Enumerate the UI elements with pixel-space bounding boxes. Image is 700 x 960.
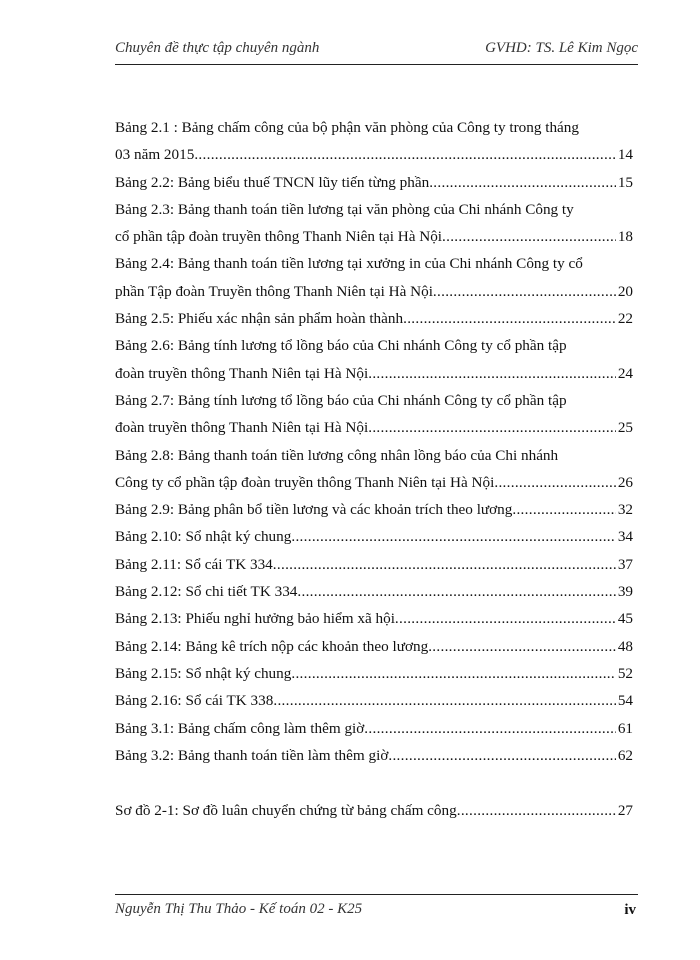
toc-entry-page: 45 (617, 610, 633, 628)
toc-entry[interactable] (115, 523, 633, 550)
dot-leader (429, 169, 616, 196)
toc-entry-leader-line (115, 169, 633, 196)
header-course-title: Chuyên đề thực tập chuyên ngành (115, 40, 320, 56)
toc-entry-title: 03 năm 2015 (115, 146, 195, 164)
toc-entry-title: Bảng 2.15: Sổ nhật ký chung (115, 664, 292, 682)
toc-entry-leader-line (115, 414, 633, 441)
dot-leader (291, 660, 615, 687)
toc-entry-leader-line (115, 141, 633, 168)
toc-entry[interactable] (115, 387, 633, 442)
toc-entry-page: 15 (617, 173, 633, 191)
dot-leader (273, 687, 615, 714)
toc-entry-page: 54 (617, 692, 633, 710)
toc-entry-leader-line (115, 469, 633, 496)
toc-entry-leader-line (115, 523, 633, 550)
toc-entry[interactable] (115, 687, 633, 714)
toc-entry[interactable] (115, 578, 633, 605)
dot-leader (368, 414, 616, 441)
toc-entry-leader-line (115, 633, 633, 660)
toc-entry-title: Bảng 2.14: Bảng kê trích nộp các khoản theo lương (115, 637, 429, 655)
toc-entry-leader-line (115, 305, 633, 332)
toc-entry-title: Bảng 3.1: Bảng chấm công làm thêm giờ (115, 719, 365, 737)
toc-entry-page: 25 (617, 419, 633, 437)
toc-entry[interactable] (115, 169, 633, 196)
toc-entry-leader-line (115, 578, 633, 605)
toc-entry-page: 32 (617, 501, 633, 519)
dot-leader (364, 715, 616, 742)
toc-entry[interactable] (115, 496, 633, 523)
toc-entry-title: Sơ đồ 2-1: Sơ đồ luân chuyển chứng từ bảng chấm công (115, 802, 457, 820)
dot-leader (403, 305, 616, 332)
toc-entry[interactable] (115, 742, 633, 769)
footer-author: Nguyễn Thị Thu Thảo - Kế toán 02 - K25 (115, 901, 363, 917)
dot-leader (457, 797, 616, 824)
toc-entry-page: 20 (617, 282, 633, 300)
dot-leader (273, 551, 616, 578)
toc-entry-title: phần Tập đoàn Truyền thông Thanh Niên tại Hà Nội (115, 282, 433, 300)
toc-entry-leader-line (115, 278, 633, 305)
toc-entry-title: Bảng 2.2: Bảng biểu thuế TNCN lũy tiến từng phần (115, 173, 430, 191)
toc-entry-page: 37 (617, 555, 633, 573)
dot-leader (442, 223, 616, 250)
toc-entry-title-line1: Bảng 2.4: Bảng thanh toán tiền lương tại xưởng in của Chi nhánh Công ty cổ (115, 255, 583, 273)
toc-entry[interactable] (115, 551, 633, 578)
toc-entry[interactable] (115, 633, 633, 660)
toc-entry-page: 52 (617, 664, 633, 682)
toc-entry-title-line1: Bảng 2.7: Bảng tính lương tổ lồng báo của Chi nhánh Công ty cổ phần tập (115, 391, 567, 409)
toc-entry-page: 22 (617, 310, 633, 328)
table-of-tables (115, 114, 633, 824)
toc-entry-leader-line (115, 551, 633, 578)
toc-entry-title: Bảng 2.13: Phiếu nghỉ hưởng bảo hiểm xã hội (115, 610, 395, 628)
toc-entry-page: 48 (617, 637, 633, 655)
toc-entry[interactable] (115, 605, 633, 632)
toc-entry-leader-line (115, 660, 633, 687)
toc-entry[interactable] (115, 196, 633, 251)
toc-entry-page: 14 (617, 146, 633, 164)
toc-entry-title-line1: Bảng 2.1 : Bảng chấm công của bộ phận văn phòng của Công ty trong tháng (115, 119, 579, 136)
toc-entry[interactable] (115, 250, 633, 305)
toc-entry-title-line1: Bảng 2.6: Bảng tính lương tổ lồng báo của Chi nhánh Công ty cổ phần tập (115, 337, 567, 355)
toc-entry-page: 27 (617, 802, 633, 820)
toc-entry-page: 62 (617, 746, 633, 764)
toc-entry[interactable] (115, 305, 633, 332)
dot-leader (291, 523, 615, 550)
toc-entry-title: Bảng 2.9: Bảng phân bổ tiền lương và các khoản trích theo lương (115, 501, 513, 519)
toc-entry-title: Công ty cổ phần tập đoàn truyền thông Thanh Niên tại Hà Nội (115, 473, 495, 491)
toc-entry-page: 39 (617, 583, 633, 601)
toc-entry[interactable] (115, 332, 633, 387)
diagrams-list (115, 797, 633, 824)
toc-entry-title: Bảng 2.10: Sổ nhật ký chung (115, 528, 292, 546)
tables-list (115, 114, 633, 769)
toc-entry-page: 34 (617, 528, 633, 546)
dot-leader (388, 742, 615, 769)
dot-leader (395, 605, 616, 632)
toc-entry-leader-line (115, 742, 633, 769)
toc-entry-title: Bảng 2.11: Sổ cái TK 334 (115, 555, 273, 573)
toc-entry-title: đoàn truyền thông Thanh Niên tại Hà Nội (115, 364, 369, 382)
toc-entry-title: Bảng 2.5: Phiếu xác nhận sản phẩm hoàn thành (115, 310, 404, 328)
toc-entry[interactable] (115, 715, 633, 742)
header-supervisor: GVHD: TS. Lê Kim Ngọc (485, 40, 638, 56)
toc-entry[interactable] (115, 797, 633, 824)
toc-entry-leader-line (115, 715, 633, 742)
toc-entry-title-line1: Bảng 2.3: Bảng thanh toán tiền lương tại văn phòng của Chi nhánh Công ty (115, 200, 574, 218)
dot-leader (433, 278, 616, 305)
toc-entry-leader-line (115, 797, 633, 824)
toc-entry-leader-line (115, 496, 633, 523)
dot-leader (297, 578, 615, 605)
toc-entry[interactable] (115, 114, 633, 169)
toc-entry-leader-line (115, 605, 633, 632)
toc-entry-page: 26 (617, 473, 633, 491)
toc-entry-leader-line (115, 223, 633, 250)
toc-entry-page: 18 (617, 228, 633, 246)
dot-leader (428, 633, 616, 660)
toc-entry-title: Bảng 3.2: Bảng thanh toán tiền làm thêm giờ (115, 746, 389, 764)
toc-entry-leader-line (115, 360, 633, 387)
toc-entry-title-line1: Bảng 2.8: Bảng thanh toán tiền lương công nhân lồng báo của Chi nhánh (115, 446, 559, 464)
toc-entry-title: Bảng 2.12: Sổ chi tiết TK 334 (115, 583, 298, 601)
toc-entry[interactable] (115, 660, 633, 687)
dot-leader (494, 469, 615, 496)
toc-entry-page: 24 (617, 364, 633, 382)
toc-entry-title: Bảng 2.16: Sổ cái TK 338 (115, 692, 274, 710)
page-header (115, 38, 638, 65)
toc-entry-page: 61 (617, 719, 633, 737)
toc-entry-leader-line (115, 687, 633, 714)
dot-leader (512, 496, 615, 523)
toc-entry-title: đoàn truyền thông Thanh Niên tại Hà Nội (115, 419, 369, 437)
toc-entry-title: cổ phần tập đoàn truyền thông Thanh Niên tại Hà Nội (115, 228, 443, 246)
page-number: iv (624, 902, 636, 918)
toc-entry[interactable] (115, 442, 633, 497)
dot-leader (368, 360, 616, 387)
page-footer (115, 894, 638, 925)
section-gap (115, 769, 633, 797)
dot-leader (194, 141, 616, 168)
